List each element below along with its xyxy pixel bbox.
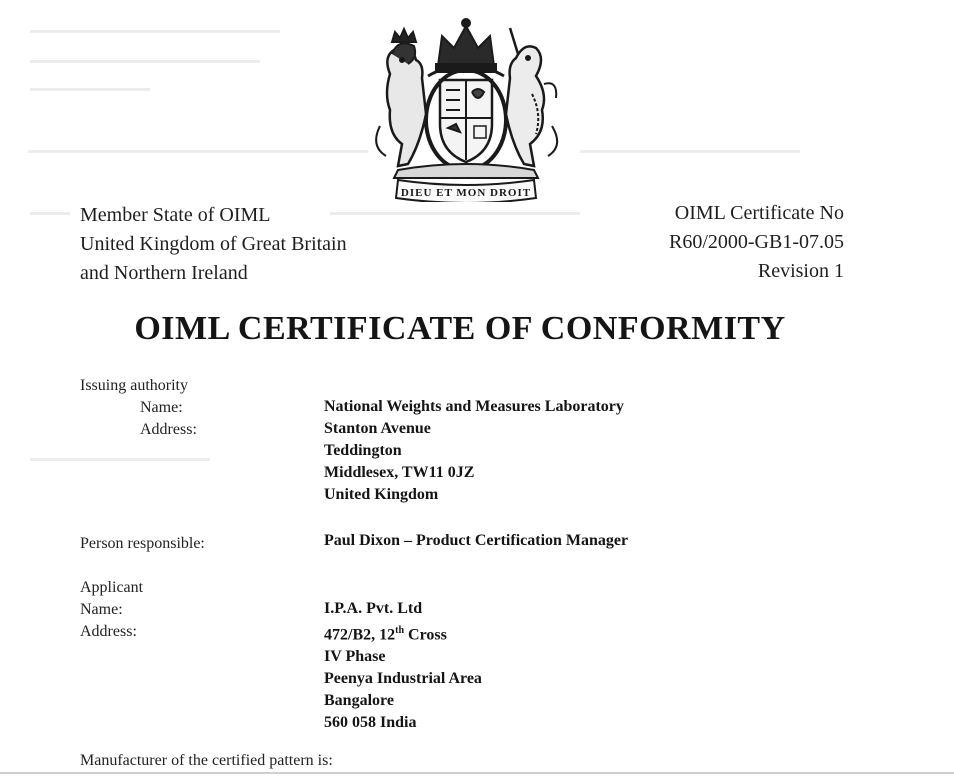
svg-text:DIEU ET MON DROIT: DIEU ET MON DROIT <box>400 187 532 199</box>
certificate-number-block <box>560 199 844 286</box>
bleed-through-mark <box>28 150 368 153</box>
applicant-address-label: Address: <box>80 623 137 640</box>
applicant-address-line: 472/B2, 12th Cross <box>324 625 447 644</box>
bleed-through-mark <box>30 60 260 63</box>
applicant-name-value: I.P.A. Pvt. Ltd <box>324 600 423 617</box>
bleed-through-mark <box>30 458 210 461</box>
issuing-name-label: Name: <box>140 399 183 416</box>
applicant-details <box>324 598 482 734</box>
member-state-line: and Northern Ireland <box>80 262 248 284</box>
issuing-address-line: Middlesex, TW11 0JZ <box>324 464 475 481</box>
issuing-name-value: National Weights and Measures Laboratory <box>324 398 624 415</box>
bleed-through-mark <box>30 88 150 91</box>
applicant-name-label: Name: <box>80 601 123 618</box>
issuing-address-label: Address: <box>140 421 197 438</box>
member-state-block <box>80 201 347 288</box>
page-title: OIML CERTIFICATE OF CONFORMITY <box>134 310 786 347</box>
page-edge-divider <box>0 772 954 774</box>
issuing-address-line: Stanton Avenue <box>324 420 431 437</box>
bleed-through-mark <box>330 212 580 215</box>
certificate-label: OIML Certificate No <box>674 202 844 224</box>
applicant-address-line: 560 058 India <box>324 714 417 732</box>
person-responsible-label: Person responsible: <box>80 535 205 552</box>
member-state-line: United Kingdom of Great Britain <box>80 233 347 255</box>
issuing-authority-heading: Issuing authority <box>80 377 188 394</box>
bleed-through-mark <box>580 150 800 153</box>
manufacturer-label: Manufacturer of the certified pattern is: <box>80 752 333 769</box>
applicant-address-line: IV Phase <box>324 648 386 666</box>
applicant-address-line: Peenya Industrial Area <box>324 670 482 688</box>
issuing-address-line: United Kingdom <box>324 486 439 503</box>
certificate-number: R60/2000-GB1-07.05 <box>669 231 844 253</box>
issuing-authority-details <box>324 396 624 506</box>
member-state-line: Member State of OIML <box>80 204 271 226</box>
applicant-address-line: Bangalore <box>324 692 394 710</box>
person-responsible-value: Paul Dixon – Product Certification Manager <box>324 532 629 549</box>
bleed-through-mark <box>30 212 70 215</box>
royal-coat-of-arms-icon <box>368 14 564 202</box>
revision-label: Revision 1 <box>757 260 844 282</box>
bleed-through-mark <box>30 30 280 33</box>
applicant-heading: Applicant <box>80 579 144 596</box>
issuing-address-line: Teddington <box>324 442 402 459</box>
